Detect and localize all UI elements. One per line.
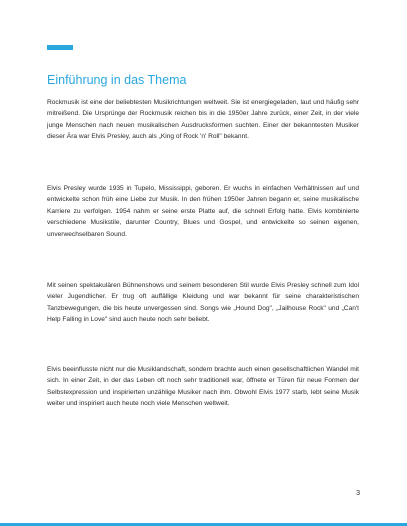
paragraph-2: Elvis Presley wurde 1935 in Tupelo, Mississippi, geboren. Er wuchs in einfachen Verhältnissen auf und entwickelte schon früh eine Liebe zur Musik. In den frühen 1950er Jahren begann er, seine musikalische Karriere zu verfolgen. 1954 nahm er seine erste Platte auf, die schnell Erfolg hatte. Elvis kombinierte verschiedene Musikstile, darunter Country, Blues und Gospel, und entwickelte so seinen eigenen, unverwechselbaren Sound. — [47, 185, 359, 238]
title-accent-bar — [47, 45, 73, 50]
paragraph-4: Elvis beeinflusste nicht nur die Musiklandschaft, sondern brachte auch einen gesellschaftlichen Wandel mit sich. In einer Zeit, in der das Leben oft noch sehr traditionell war, öffnete er Türen für neue Formen der Selbstexpression und inspirierten unzählige Musiker nach ihm. Obwohl Elvis 1977 starb, lebt seine Musik weiter und inspiriert auch heute noch viele Menschen weltweit. — [47, 366, 359, 408]
page-number: 3 — [356, 490, 360, 497]
paragraph-3: Mit seinen spektakulären Bühnenshows und seinem besonderen Stil wurde Elvis Presley schnell zum Idol vieler Jugendlicher. Er trug oft auffällige Kleidung und war bekannt für seine charakteristischen Tanzbewegungen, die bis heute unvergessen sind. Songs wie „Hound Dog", „Jailhouse Rock" und „Can't Help Falling in Love" sind auch heute noch sehr beliebt. — [47, 282, 359, 324]
section-title: Einführung in das Thema — [47, 73, 187, 87]
paragraph-1: Rockmusik ist eine der beliebtesten Musikrichtungen weltweit. Sie ist energiegeladen, laut und häufig sehr mitreißend. Die Ursprünge der Rockmusik reichen bis in die 1950er Jahre zurück, einer Zeit, in der viele junge Menschen nach neuen musikalischen Ausdrucksformen suchten. Einer der bekanntesten Musiker dieser Ära war Elvis Presley, auch als „King of Rock 'n' Roll" bekannt. — [47, 99, 359, 141]
